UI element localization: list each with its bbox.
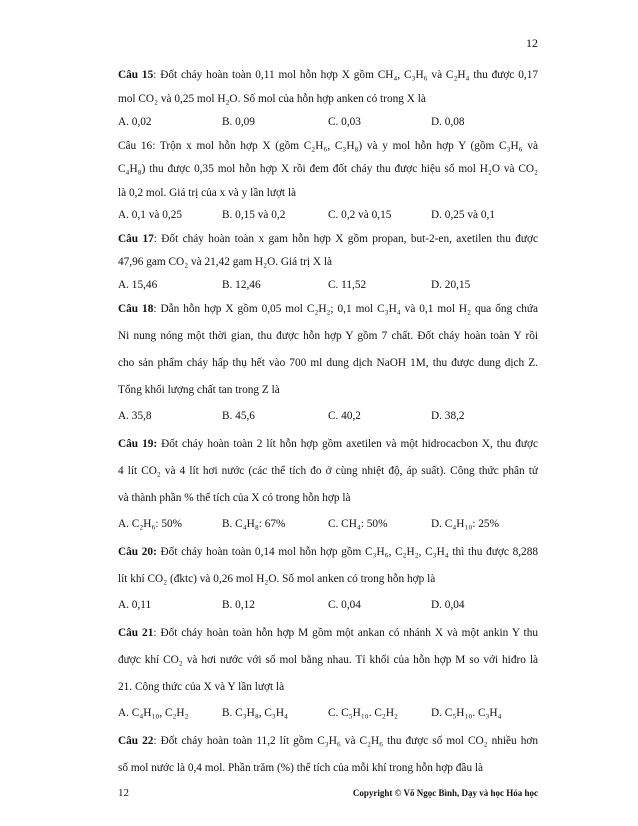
question-20-line-1: Câu 20: Đốt cháy hoàn toàn 0,14 mol hỗn hợp gồm C₃H₆, C₂H₂, C₃H₄ thì thu được 8,288 <box>118 546 538 558</box>
option-d: D. C₅H₁₀. C₃H₄ <box>431 707 502 719</box>
question-16-line-1: Câu 16: Trộn x mol hỗn hợp X (gồm C₂H₆, C₃H₈) và y mol hỗn hợp Y (gồm C₃H₆ và <box>118 140 538 152</box>
option-b: B. C₄H₈: 67% <box>222 518 286 530</box>
question-16-line-2: C₄H₈) thu được 0,35 mol hỗn hợp X rồi đem đốt cháy thu được hiệu số mol H₂O và CO₂ <box>118 163 538 175</box>
question-16-line-3: là 0,2 mol. Giá trị của x và y lần lượt là <box>118 187 297 199</box>
option-d: D. 0,08 <box>431 116 465 128</box>
question-19-line-2: 4 lít CO₂ và 4 lít hơi nước (các thể tích đo ở cùng nhiệt độ, áp suất). Công thức phân tử <box>118 465 538 477</box>
question-15-line-2: mol CO₂ và 0,25 mol H₂O. Số mol của hỗn hợp anken có trong X là <box>118 93 426 105</box>
option-c: C. CH₄: 50% <box>328 518 388 530</box>
option-a: A. 0,11 <box>118 599 152 611</box>
option-c: C. 40,2 <box>328 410 361 422</box>
option-b: B. C₃H₈, C₃H₄ <box>222 707 288 719</box>
option-b: B. 12,46 <box>222 279 261 291</box>
question-label: Câu 18 <box>118 303 154 315</box>
question-21-options <box>118 707 538 722</box>
option-b: B. 0,12 <box>222 599 255 611</box>
option-a: A. C₂H₆: 50% <box>118 518 183 530</box>
question-21-line-1: Câu 21: Đốt cháy hoàn toàn hỗn hợp M gồm một ankan có nhánh X và một ankin Y thu <box>118 627 538 639</box>
question-21-line-3: 21. Công thức của X và Y lần lượt là <box>118 681 285 693</box>
question-label: Câu 17 <box>118 233 154 245</box>
question-21-line-2: được khí CO₂ và hơi nước với số mol bằng nhau. Tỉ khối của hỗn hợp M so với hiđro là <box>118 654 538 666</box>
question-label: Câu 20: <box>118 546 157 558</box>
option-d: D. C₄H₁₀: 25% <box>431 518 499 530</box>
question-19-line-1: Câu 19: Đốt cháy hoàn toàn 2 lít hỗn hợp gồm axetilen và một hidrocacbon X, thu được <box>118 438 538 450</box>
question-label: Câu 16 <box>118 140 153 152</box>
option-a: A. 15,46 <box>118 279 158 291</box>
question-label: Câu 21 <box>118 627 154 639</box>
option-a: A. 35,8 <box>118 410 152 422</box>
option-b: B. 45,6 <box>222 410 255 422</box>
question-18-line-1: Câu 18: Dẫn hỗn hợp X gồm 0,05 mol C₂H₂; 0,1 mol C₃H₄ và 0,1 mol H₂ qua ống chứa <box>118 303 538 315</box>
question-18-options <box>118 410 538 425</box>
question-18-line-3: cho sản phẩm cháy hấp thụ hết vào 700 ml dung dịch NaOH 1M, thu được dung dịch Z. <box>118 357 538 369</box>
page-number-bottom: 12 <box>118 787 129 799</box>
option-c: C. 0,03 <box>328 116 361 128</box>
question-19-line-3: và thành phần % thể tích của X có trong hỗn hợp là <box>118 492 351 504</box>
option-c: C. 11,52 <box>328 279 367 291</box>
option-d: D. 0,25 và 0,1 <box>431 209 496 221</box>
option-c: C. 0,04 <box>328 599 361 611</box>
question-16-options <box>118 209 538 224</box>
question-20-line-2: lít khí CO₂ (đktc) và 0,26 mol H₂O. Số mol anken có trong hỗn hợp là <box>118 573 436 585</box>
option-c: C. 0,2 và 0,15 <box>328 209 392 221</box>
question-label: Câu 15 <box>118 69 154 81</box>
option-a: A. C₄H₁₀, C₂H₂ <box>118 707 189 719</box>
question-17-options <box>118 279 538 294</box>
question-label: Câu 19: <box>118 438 158 450</box>
option-a: A. 0,1 và 0,25 <box>118 209 183 221</box>
question-22-line-2: số mol nước là 0,4 mol. Phần trăm (%) thể tích của mỗi khí trong hỗn hợp đầu là <box>118 762 484 774</box>
question-15-line-1: Câu 15: Đốt cháy hoàn toàn 0,11 mol hỗn hợp X gồm CH₄, C₃H₆ và C₂H₄ thu được 0,17 <box>118 69 538 81</box>
page-number-top: 12 <box>526 36 538 50</box>
question-18-line-2: Ni nung nóng một thời gian, thu được hỗn hợp Y gồm 7 chất. Đốt cháy hoàn toàn Y rồi <box>118 330 538 342</box>
question-22-line-1: Câu 22: Đốt cháy hoàn toàn 11,2 lít gồm C₃H₆ và C₂H₆ thu được số mol CO₂ nhiều hơn <box>118 735 538 747</box>
question-17-line-2: 47,96 gam CO₂ và 21,42 gam H₂O. Giá trị X là <box>118 256 333 268</box>
option-d: D. 20,15 <box>431 279 471 291</box>
question-17-line-1: Câu 17: Đốt cháy hoàn toàn x gam hỗn hợp X gồm propan, but-2-en, axetilen thu được <box>118 233 538 245</box>
question-label: Câu 22 <box>118 735 154 747</box>
option-b: B. 0,09 <box>222 116 255 128</box>
option-b: B. 0,15 và 0,2 <box>222 209 286 221</box>
question-19-options <box>118 518 538 533</box>
option-c: C. C₅H₁₀. C₂H₂ <box>328 707 398 719</box>
option-d: D. 0,04 <box>431 599 465 611</box>
option-d: D. 38,2 <box>431 410 465 422</box>
question-20-options <box>118 599 538 614</box>
copyright-footer: Copyright © Võ Ngọc Bình, Dạy và học Hóa học <box>352 788 538 798</box>
question-15-options <box>118 116 538 131</box>
option-a: A. 0,02 <box>118 116 152 128</box>
question-18-line-4: Tổng khối lượng chất tan trong Z là <box>118 384 280 396</box>
